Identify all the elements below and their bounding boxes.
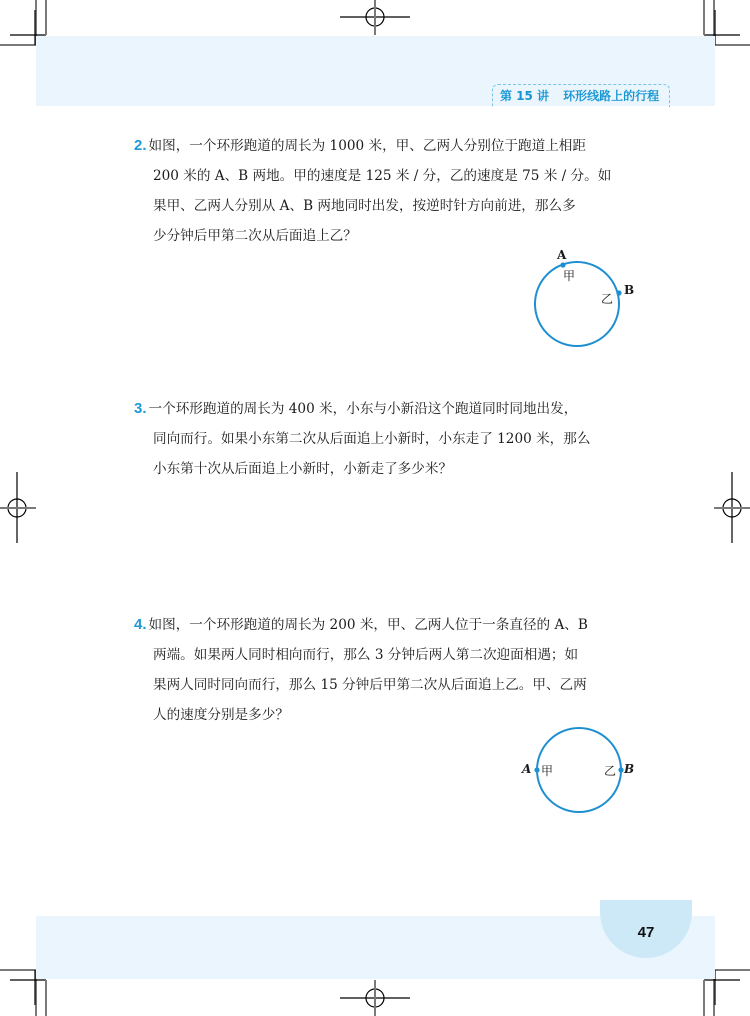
question-text-line: 人的速度分别是多少？ [153,707,289,723]
circular-track [520,245,650,355]
question-text-line: 如图，一个环形跑道的周长为 1000 米，甲、乙两人分别位于跑道上相距 [148,138,586,154]
point-b-label: B [624,762,635,776]
question-number: 4. [134,616,147,633]
point-b-label: B [624,283,635,297]
person-jia-label: 甲 [563,269,576,283]
point-a-label: A [557,248,567,262]
question-number: 2. [134,137,147,154]
question-number: 3. [134,400,147,417]
person-jia-label: 甲 [541,764,554,778]
point-b-dot [616,290,621,295]
chapter-tag [492,84,670,107]
question-text-line: 少分钟后甲第二次从后面追上乙？ [153,228,357,244]
question-text-line: 果甲、乙两人分别从 A、B 两地同时出发，按逆时针方向前进，那么多 [153,198,576,214]
chapter-title: 环形线路上的行程 [563,89,660,103]
question-text-line: 两端。如果两人同时相向而行，那么 3 分钟后两人第二次迎面相遇；如 [153,647,579,663]
question-text-line: 200 米的 A、B 两地。甲的速度是 125 米 / 分，乙的速度是 75 米 / 分。如 [153,168,612,184]
track-diagram-q4 [510,720,650,820]
point-a-label: A [522,762,532,776]
question-2 [134,131,644,251]
point-b-dot [618,767,623,772]
question-text-line: 一个环形跑道的周长为 400 米，小东与小新沿这个跑道同时同地出发， [148,401,578,417]
question-text-line: 小东第十次从后面追上小新时，小新走了多少米？ [153,461,453,477]
page-number: 47 [637,924,655,941]
track-diagram-q2 [520,245,650,355]
point-a-dot [534,767,539,772]
question-text-line: 果两人同时同向而行，那么 15 分钟后甲第二次从后面追上乙。甲、乙两 [153,677,587,693]
question-text-line: 如图，一个环形跑道的周长为 200 米，甲、乙两人位于一条直径的 A、B [148,617,588,633]
question-text-line: 同向而行。如果小东第二次从后面追上小新时，小东走了 1200 米，那么 [153,431,591,447]
chapter-number: 第 15 讲 [500,89,550,103]
question-4 [134,610,644,730]
question-3 [134,394,644,484]
person-yi-label: 乙 [604,764,617,778]
person-yi-label: 乙 [601,292,614,306]
